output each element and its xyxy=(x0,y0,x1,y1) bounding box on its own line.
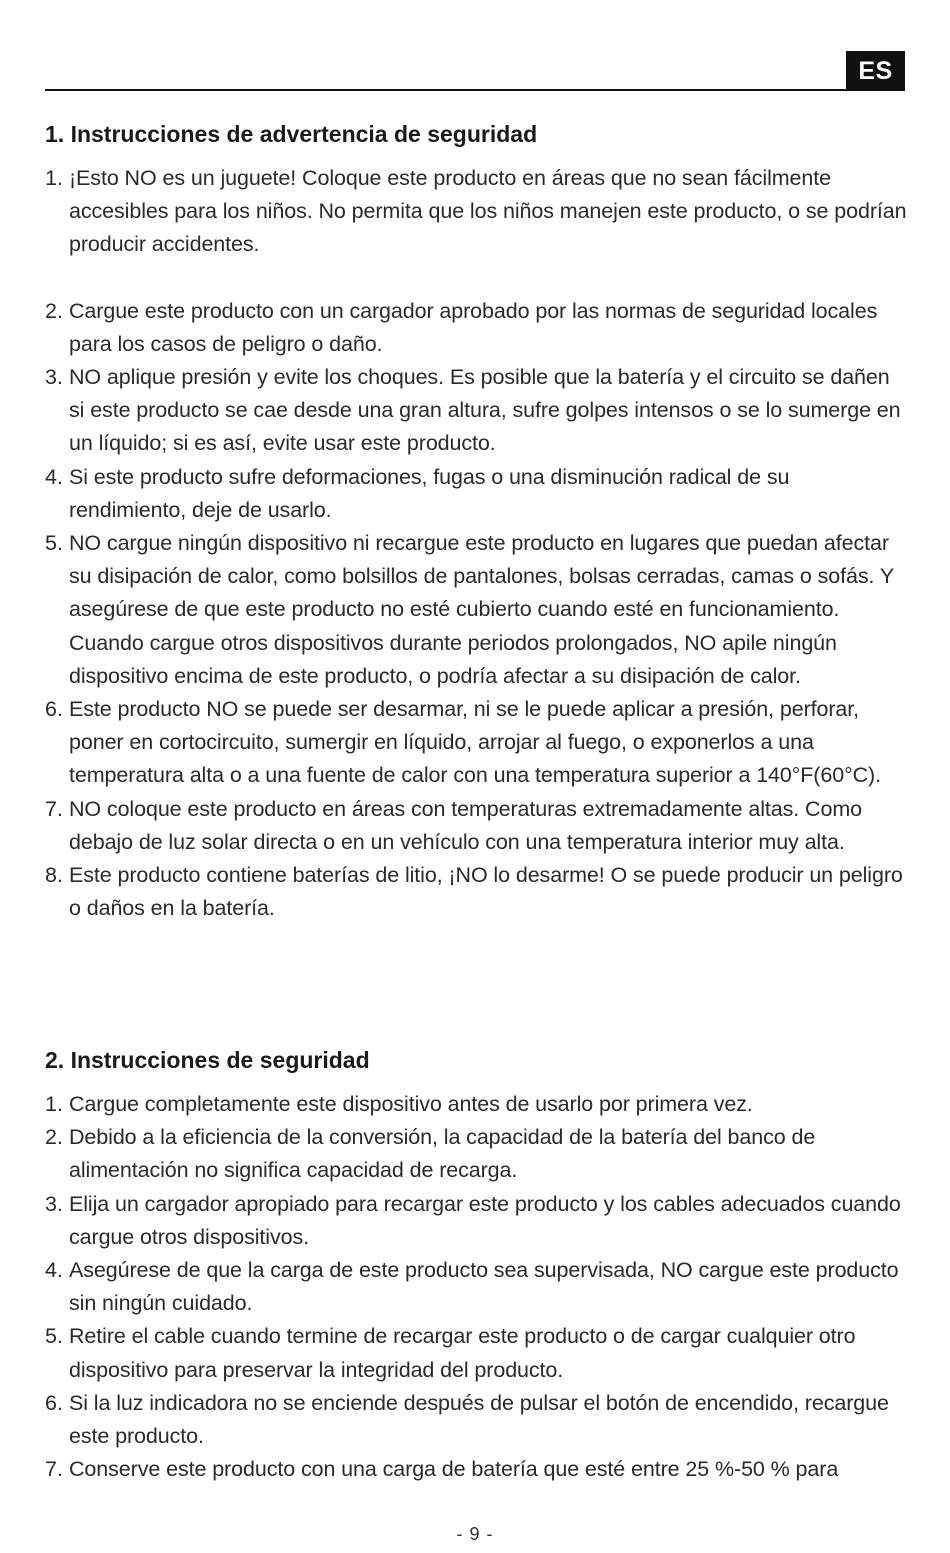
list-item: 3. NO aplique presión y evite los choques. Es posible que la batería y el circuito se dañen si este producto se cae desde una gran altura, sufre golpes intensos o se lo sumerge en un líquido; si es así, evite usar este producto. xyxy=(45,365,901,456)
section-2-list xyxy=(45,1088,910,1486)
header-divider xyxy=(45,89,905,91)
list-item: 3. Elija un cargador apropiado para recargar este producto y los cables adecuados cuando cargue otros dispositivos. xyxy=(45,1191,901,1249)
section-2-title: 2. Instrucciones de seguridad xyxy=(45,1047,370,1073)
list-item: 5. NO cargue ningún dispositivo ni recargue este producto en lugares que puedan afectar su disipación de calor, como bolsillos de pantalones, bolsas cerradas, camas o sofás. Y asegúrese de que este producto no esté cubierto cuando esté en funcionamiento. Cuando cargue otros dispositivos durante periodos prolongados, NO apile ningún dispositivo encima de este producto, o podría afectar a su disipación de calor. xyxy=(45,531,894,688)
list-item: 7. Conserve este producto con una carga de batería que esté entre 25 %-50 % para xyxy=(45,1457,839,1482)
section-1-title: 1. Instrucciones de advertencia de seguridad xyxy=(45,121,538,147)
list-item: 6. Este producto NO se puede ser desarmar, ni se le puede aplicar a presión, perforar, poner en cortocircuito, sumergir en líquido, arrojar al fuego, o exponerlos a una temperatura alta o a una fuente de calor con una temperatura superior a 140°F(60°C). xyxy=(45,697,881,788)
language-badge: ES xyxy=(846,51,905,91)
list-item: 2. Cargue este producto con un cargador aprobado por las normas de seguridad locales para los casos de peligro o daño. xyxy=(45,298,878,356)
list-item: 8. Este producto contiene baterías de litio, ¡NO lo desarme! O se puede producir un peligro o daños en la batería. xyxy=(45,863,903,921)
list-item: 2. Debido a la eficiencia de la conversión, la capacidad de la batería del banco de alimentación no significa capacidad de recarga. xyxy=(45,1125,816,1183)
list-item: 6. Si la luz indicadora no se enciende después de pulsar el botón de encendido, recargue este producto. xyxy=(45,1390,889,1449)
list-item: 1. Cargue completamente este dispositivo antes de usarlo por primera vez. xyxy=(45,1092,753,1116)
page-number: - 9 - xyxy=(456,1524,494,1544)
list-item: 7. NO coloque este producto en áreas con temperaturas extremadamente altas. Como debajo de luz solar directa o en un vehículo con una temperatura interior muy alta. xyxy=(45,796,863,854)
list-item: 4. Asegúrese de que la carga de este producto sea supervisada, NO cargue este producto sin ningún cuidado. xyxy=(45,1258,899,1316)
list-item: 4. Si este producto sufre deformaciones, fugas o una disminución radical de su rendimiento, deje de usarlo. xyxy=(45,464,790,522)
list-item: 5. Retire el cable cuando termine de recargar este producto o de cargar cualquier otro dispositivo para preservar la integridad del producto. xyxy=(45,1324,856,1382)
list-item: 1. ¡Esto NO es un juguete! Coloque este producto en áreas que no sean fácilmente accesibles para los niños. No permita que los niños manejen este producto, o se podrían producir accidentes. xyxy=(45,166,907,257)
section-1-list xyxy=(45,162,910,925)
